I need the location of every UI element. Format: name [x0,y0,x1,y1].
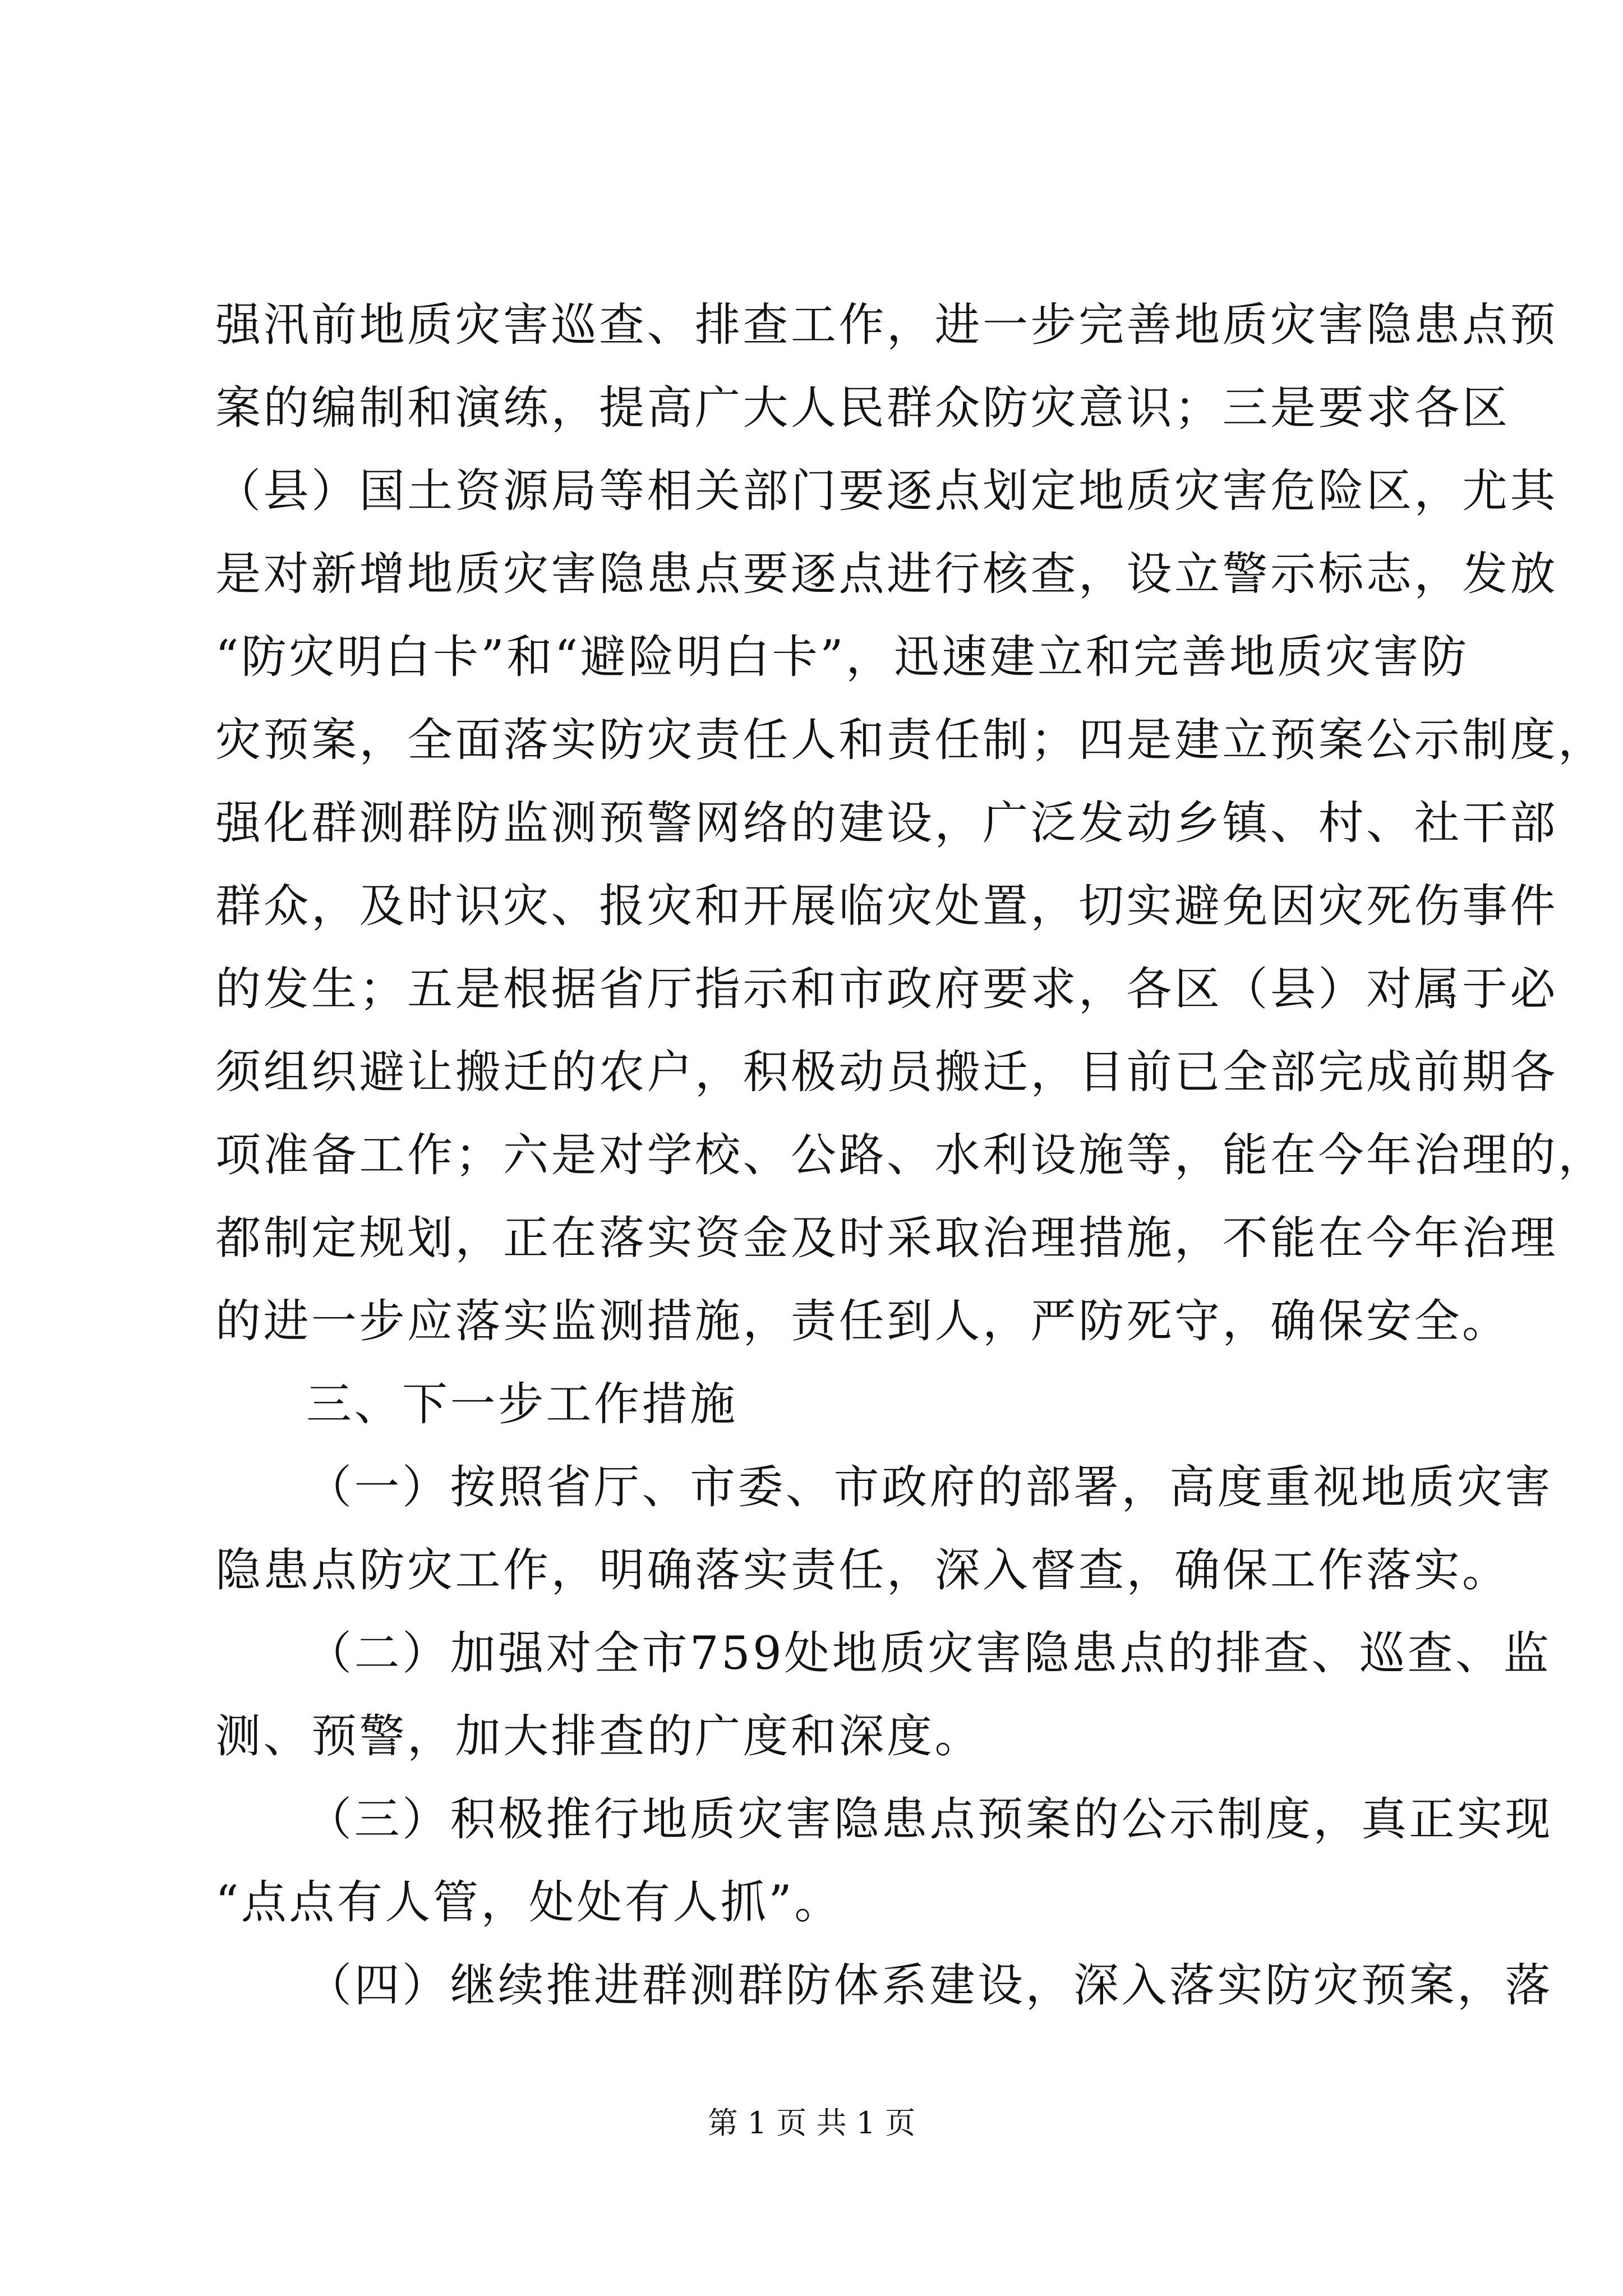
text-line-16: 隐患点防灾工作，明确落实责任，深入督查，确保工作落实。 [215,1544,1510,1597]
text-line-11: 项准备工作；六是对学校、公路、水利设施等，能在今年治理的， [215,1129,1606,1182]
text-line-6: 灾预案，全面落实防灾责任人和责任制；四是建立预案公示制度， [215,714,1606,767]
text-line-18: 测、预警，加大排查的广度和深度。 [215,1710,983,1763]
text-line-20: “点点有人管，处处有人抓”。 [215,1876,842,1929]
text-line-2: 案的编制和演练，提高广大人民群众防灾意识；三是要求各区 [215,382,1510,435]
text-line-5: “防灾明白卡”和“避险明白卡”，迅速建立和完善地质灾害防 [215,631,1469,684]
text-line-8: 群众，及时识灾、报灾和开展临灾处置，切实避免因灾死伤事件 [215,880,1559,933]
text-line-19: （三）积极推行地质灾害隐患点预案的公示制度，真正实现 [306,1793,1553,1846]
page-footer: 第 1 页 共 1 页 [707,2105,916,2141]
text-line-10: 须组织避让搬迁的农户，积极动员搬迁，目前已全部完成前期各 [215,1046,1559,1099]
text-line-7: 强化群测群防监测预警网络的建设，广泛发动乡镇、村、社干部 [215,797,1559,850]
text-line-12: 都制定规划，正在落实资金及时采取治理措施，不能在今年治理 [215,1212,1559,1265]
text-line-9: 的发生；五是根据省厅指示和市政府要求，各区（县）对属于必 [215,963,1559,1016]
section-heading: 三、下一步工作措施 [306,1378,738,1431]
text-line-3: （县）国土资源局等相关部门要逐点划定地质灾害危险区，尤其 [215,465,1559,518]
text-line-4: 是对新增地质灾害隐患点要逐点进行核查，设立警示标志，发放 [215,548,1559,601]
text-line-17: （二）加强对全市759处地质灾害隐患点的排查、巡查、监 [306,1627,1552,1680]
text-line-13: 的进一步应落实监测措施，责任到人，严防死守，确保安全。 [215,1295,1510,1348]
text-line-1: 强汛前地质灾害巡查、排查工作，进一步完善地质灾害隐患点预 [215,299,1559,352]
text-line-15: （一）按照省厅、市委、市政府的部署，高度重视地质灾害 [306,1461,1553,1514]
text-line-21: （四）继续推进群测群防体系建设，深入落实防灾预案，落 [306,1959,1553,2012]
